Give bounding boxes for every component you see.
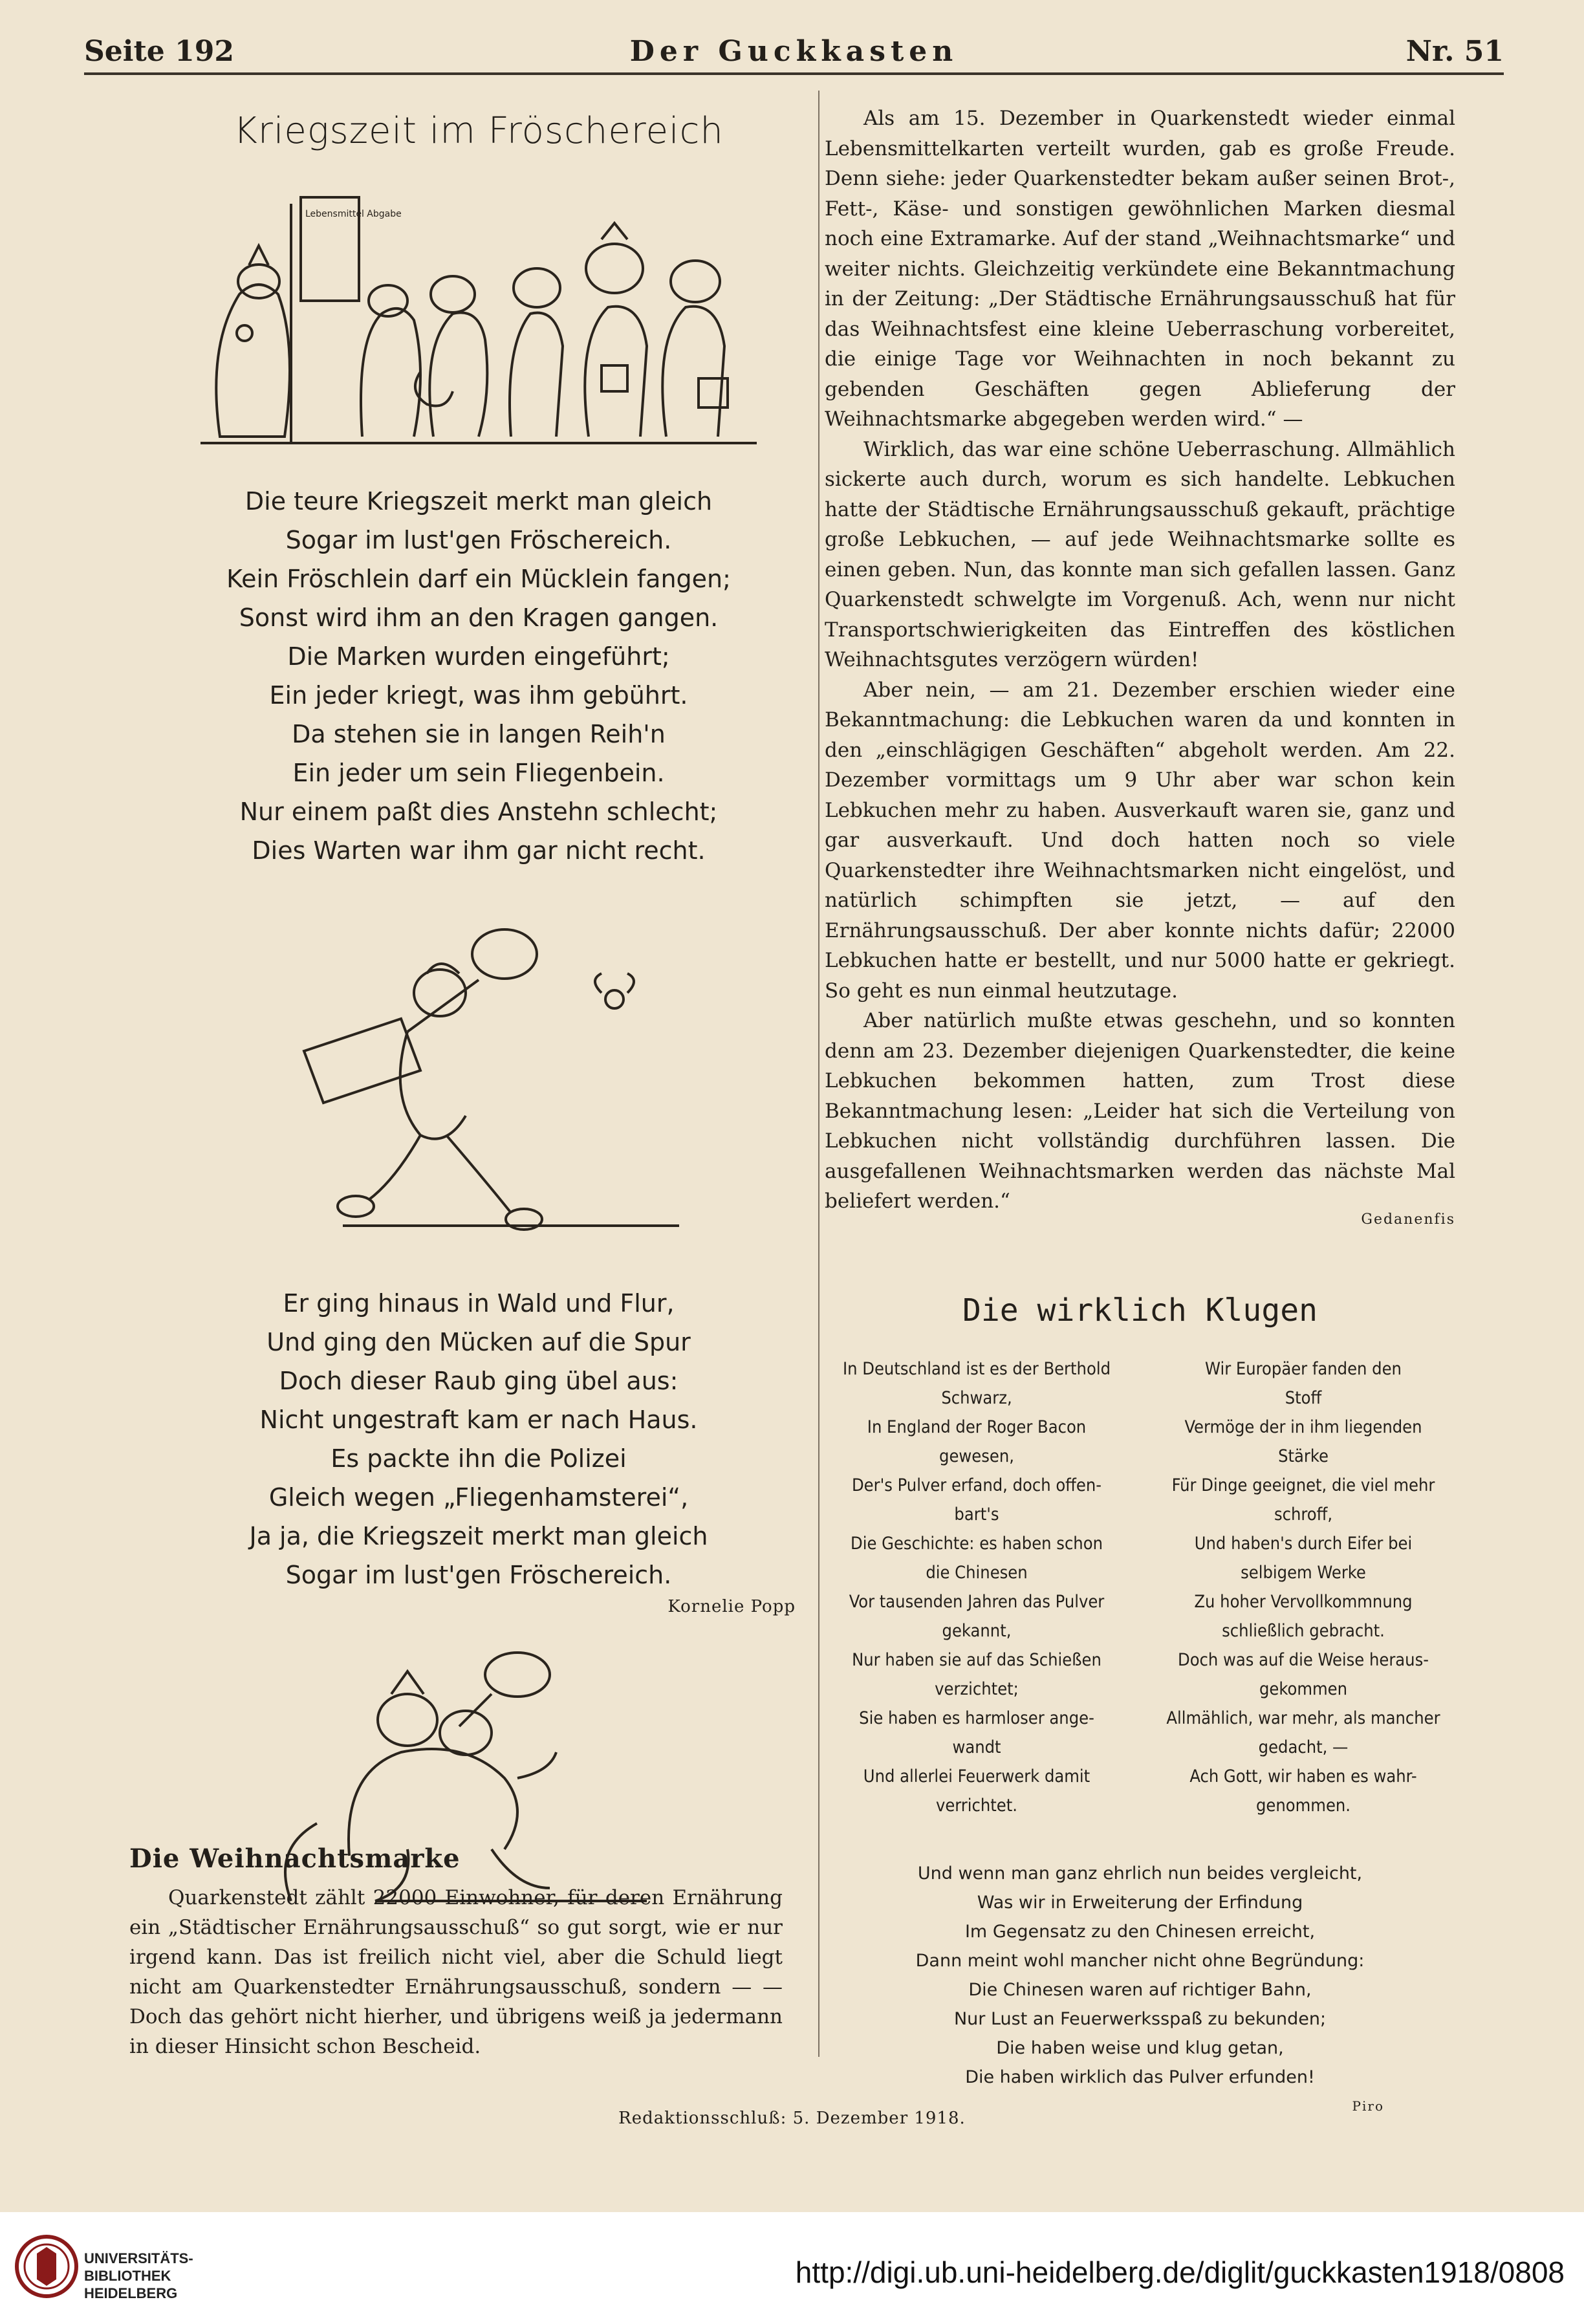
poem-line: Nur haben sie auf das Schießen <box>852 1649 1101 1670</box>
column-divider <box>818 91 819 2057</box>
poem-line: Die Marken wurden eingeführt; <box>287 642 670 671</box>
frog-queue-illustration <box>188 178 770 456</box>
poem-line: Und ging den Mücken auf die Spur <box>266 1328 691 1356</box>
poem-line: Was wir in Erweiterung der Erfindung <box>977 1892 1303 1913</box>
poem2-stanzas <box>825 1354 1455 1820</box>
poem-line: schließlich gebracht. <box>1222 1620 1385 1641</box>
poem-line: Die haben weise und klug getan, <box>996 2037 1284 2058</box>
poem-line: In Deutschland ist es der Berthold <box>843 1358 1111 1379</box>
poem-line: die Chinesen <box>926 1562 1028 1583</box>
poem2-left-column <box>825 1354 1129 1820</box>
poem-line: schroff, <box>1274 1504 1333 1525</box>
poem-line: Die Chinesen waren auf richtiger Bahn, <box>968 1979 1312 2000</box>
poem-line: Doch was auf die Weise heraus- <box>1177 1649 1429 1670</box>
page-number: Seite 192 <box>84 35 234 68</box>
poem-line: Sie haben es harmloser ange- <box>859 1708 1094 1728</box>
library-name-line: BIBLIOTHEK <box>84 2268 171 2284</box>
library-footer <box>0 2212 1584 2324</box>
poem-line: Er ging hinaus in Wald und Flur, <box>283 1289 675 1318</box>
poem-line: gekannt, <box>942 1620 1012 1641</box>
poem-author: Kornelie Popp <box>667 1597 796 1616</box>
poem-line: Stärke <box>1278 1446 1329 1466</box>
article-paragraph: Aber natürlich mußte etwas geschehn, und so konnten denn am 23. Dezember diejenigen Quarkenstedter, die keine Lebkuchen bekommen hatten, zum Trost diese Bekanntmachung lesen: „Leider hat sich die Verteilung von Lebkuchen nicht vollständig durchführen lassen. Die ausgefallenen Weihnachtsmarken werden das nächste Mal beliefert werden.“ <box>825 1009 1455 1213</box>
poem-line: genommen. <box>1255 1795 1351 1816</box>
poem2-author: Piro <box>1352 2098 1384 2114</box>
library-name-line: UNIVERSITÄTS- <box>84 2250 193 2266</box>
poem-line: Die haben wirklich das Pulver erfunden! <box>965 2067 1315 2087</box>
university-seal-icon <box>14 2234 79 2299</box>
poem-line: Nur einem paßt dies Anstehn schlecht; <box>239 798 718 826</box>
poem-line: Ein jeder um sein Fliegenbein. <box>292 759 665 787</box>
issue-number: Nr. 51 <box>1405 35 1504 68</box>
poem-line: Sogar im lust'gen Fröschereich. <box>285 1561 672 1589</box>
poem-line: verrichtet. <box>935 1795 1017 1816</box>
poem-line: wandt <box>952 1737 1001 1757</box>
article-signature: Gedanenfis <box>1361 1211 1455 1228</box>
editorial-deadline: Redaktionsschluß: 5. Dezember 1918. <box>618 2109 966 2128</box>
poem-line: Gleich wegen „Fliegenhamsterei“, <box>268 1483 689 1512</box>
weihnachtsmarke-article <box>825 103 1455 1228</box>
poem-line: Und allerlei Feuerwerk damit <box>863 1766 1090 1786</box>
poem-line: Zu hoher Vervollkommnung <box>1194 1591 1413 1612</box>
poem-line: Ach Gott, wir haben es wahr- <box>1189 1766 1417 1786</box>
poem2-final-stanza <box>825 1859 1455 2092</box>
poem-line: Wir Europäer fanden den <box>1205 1358 1402 1379</box>
poem-line: Die Geschichte: es haben schon <box>851 1533 1103 1554</box>
frog-hunting-illustration <box>252 902 705 1265</box>
article-paragraph: Als am 15. Dezember in Quarkenstedt wieder einmal Lebensmittelkarten verteilt wurden, gab es große Freude. Denn siehe: jeder Quarkenstedter bekam außer seinen Brot-, Fett-, Käse- und sonstigen gewöhnlichen Marken diesmal noch eine Extramarke. Auf der stand „Weihnachtsmarke“ und weiter nichts. Gleichzeitig verkündete eine Bekanntmachung in der Zeitung: „Der Städtische Ernährungsausschuß hat für das Weihnachtsfest eine kleine Ueberraschung vorbereitet, die einige Tage vor Weihnachten in noch bekannt zu gebenden Geschäften gegen Ablieferung der Weihnachtsmarke abgegeben werden wird.“ — <box>825 107 1455 431</box>
poem-line: Ein jeder kriegt, was ihm gebührt. <box>269 681 688 710</box>
poem-line: Schwarz, <box>941 1387 1012 1408</box>
weihnachtsmarke-intro <box>129 1843 783 2061</box>
poem-line: bart's <box>954 1504 999 1525</box>
header-rule <box>84 72 1504 75</box>
poem-line: Da stehen sie in langen Reih'n <box>292 720 666 748</box>
poem-line: In England der Roger Bacon <box>867 1417 1087 1437</box>
publication-title: Der Guckkasten <box>629 35 959 68</box>
library-name-line: HEIDELBERG <box>84 2285 178 2301</box>
poem-line: Für Dinge geeignet, die viel mehr <box>1171 1475 1435 1495</box>
poem-line: Sonst wird ihm an den Kragen gangen. <box>239 603 719 632</box>
poem-stanza-2 <box>162 1284 796 1594</box>
illustration-sign: Lebensmittel Abgabe <box>305 209 402 219</box>
library-name <box>84 2250 193 2302</box>
poem-line: Kein Fröschlein darf ein Mücklein fangen; <box>226 565 731 593</box>
poem-line: Im Gegensatz zu den Chinesen erreicht, <box>964 1921 1316 1942</box>
poem-line: Nur Lust an Feuerwerksspaß zu bekunden; <box>953 2008 1327 2029</box>
poem-line: Dies Warten war ihm gar nicht recht. <box>252 836 706 865</box>
poem-line: Es packte ihn die Polizei <box>331 1444 627 1473</box>
poem-line: gewesen, <box>939 1446 1014 1466</box>
poem-line: Und haben's durch Eifer bei <box>1194 1533 1413 1554</box>
poem-line: Die teure Kriegszeit merkt man gleich <box>244 487 713 516</box>
article-paragraph: Wirklich, das war eine schöne Ueberraschung. Allmählich sickerte auch durch, worum es sich handelte. Lebkuchen hatte der Städtische Ernährungsausschuß gekauft, prächtige große Lebkuchen, — auf jede Weihnachtsmarke sollte es einen geben. Nun, das konnte man sich gefallen lassen. Ganz Quarkenstedt schwelgte im Vorgenuß. Ach, wenn nur nicht Transportschwierigkeiten das Eintreffen des köstlichen Weihnachtsgutes verzögern würden! <box>825 437 1455 671</box>
source-url-link[interactable]: http://digi.ub.uni-heidelberg.de/diglit/guckkasten1918/0808 <box>795 2255 1565 2289</box>
poem2-right-column <box>1151 1354 1455 1820</box>
poem-line: Vermöge der in ihm liegenden <box>1184 1417 1422 1437</box>
right-column <box>825 103 1455 2114</box>
poem-line: Nicht ungestraft kam er nach Haus. <box>259 1406 698 1434</box>
poem-column <box>162 97 796 1914</box>
poem-line: Doch dieser Raub ging übel aus: <box>279 1367 678 1395</box>
poem2-title: Die wirklich Klugen <box>962 1292 1318 1329</box>
poem-line: selbigem Werke <box>1241 1562 1366 1583</box>
poem-title: Kriegszeit im Fröschereich <box>233 110 724 152</box>
poem-line: Der's Pulver erfand, doch offen- <box>851 1475 1102 1495</box>
poem-line: Vor tausenden Jahren das Pulver <box>849 1591 1105 1612</box>
poem-line: Allmählich, war mehr, als mancher <box>1166 1708 1440 1728</box>
article-paragraph: Aber nein, — am 21. Dezember erschien wieder eine Bekanntmachung: die Lebkuchen waren da und konnten in den „einschlägigen Geschäften“ abgeholt werden. Am 22. Dezember vormittags um 9 Uhr aber war schon kein Lebkuchen mehr zu haben. Ausverkauft waren sie, ganz und gar ausverkauft. Und doch hatten noch so viele Quarkenstedter ihre Weihnachtsmarken nicht eingelöst, und natürlich schimpften sie jetzt, — auf den Ernährungsausschuß. Der aber konnte nichts dafür; 22000 Lebkuchen hatte er bestellt, und nur 5000 hatte er gekriegt. So geht es nun einmal heutzutage. <box>825 678 1455 1003</box>
poem-line: Und wenn man ganz ehrlich nun beides vergleicht, <box>917 1863 1363 1884</box>
poem-line: Dann meint wohl mancher nicht ohne Begründung: <box>915 1950 1365 1971</box>
poem-stanza-1 <box>162 482 796 870</box>
article-intro-text: Quarkenstedt zählt 22000 Einwohner, für deren Ernährung ein „Städtischer Ernährungsausschuß“ so gut sorgt, wie er nur irgend kann. Das ist freilich nicht viel, aber die Schuld liegt nicht am Quarkenstedter Ernährungsausschuß, sondern — — Doch das gehört nicht hierher, und übrigens weiß ja jedermann in dieser Hinsicht schon Bescheid. <box>129 1886 783 2058</box>
poem-line: Stoff <box>1285 1387 1322 1408</box>
article-heading: Die Weihnachtsmarke <box>129 1843 461 1874</box>
poem-line: Sogar im lust'gen Fröschereich. <box>285 526 672 554</box>
poem-line: gekommen <box>1259 1678 1347 1699</box>
poem-line: verzichtet; <box>935 1678 1019 1699</box>
poem-line: gedacht, — <box>1258 1737 1349 1757</box>
poem-line: Ja ja, die Kriegszeit merkt man gleich <box>249 1522 708 1550</box>
